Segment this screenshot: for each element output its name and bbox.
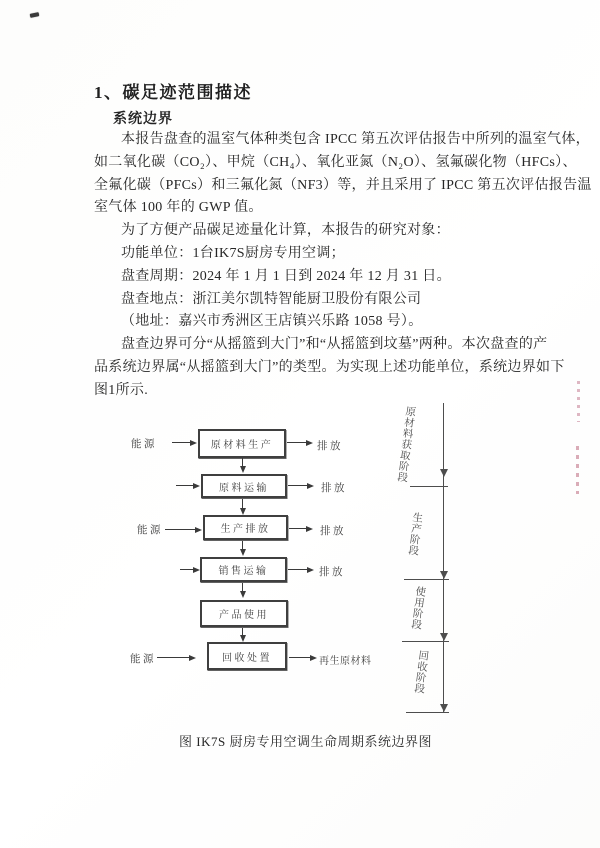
energy-input-label-3: 能源 — [130, 654, 156, 665]
body-text — [94, 129, 592, 403]
stage-axis-arrowhead-4 — [440, 704, 448, 712]
arrow-down-4 — [242, 583, 243, 591]
stage-axis-tick-3 — [402, 641, 449, 642]
arrow-emission-output-4 — [288, 569, 307, 570]
process-box-material-transport: 原料运输 — [201, 474, 287, 498]
paragraph-line: 功能单位：1台IK7S厨房专用空调； — [121, 245, 345, 261]
arrow-energy-input-3 — [165, 529, 195, 530]
paragraph-line: 本报告盘查的温室气体种类包含 IPCC 第五次评估报告中所列的温室气体， — [121, 132, 590, 147]
process-box-raw-material-production: 原材料生产 — [198, 429, 286, 458]
stage-axis-tick-2 — [404, 579, 449, 580]
arrow-down-1 — [242, 458, 243, 466]
scan-artifact-red-mark-upper — [577, 381, 580, 422]
arrow-emission-output-2 — [288, 485, 307, 486]
stage-axis-arrowhead-1 — [440, 469, 448, 477]
paragraph-line: 图1所示. — [94, 382, 148, 398]
figure-caption: 图 IK7S 厨房专用空调生命周期系统边界图 — [179, 734, 432, 749]
arrow-input-4 — [180, 569, 193, 570]
process-box-recycling-disposal: 回收处置 — [207, 642, 287, 670]
arrow-energy-input-5 — [157, 657, 189, 658]
stage-axis-arrowhead-2 — [440, 571, 448, 579]
stage-axis-line — [443, 403, 444, 712]
arrow-down-5 — [242, 628, 243, 635]
arrow-input-2 — [176, 485, 193, 486]
stage-label-production: 生产阶段 — [406, 511, 423, 557]
arrow-down-3 — [242, 541, 243, 549]
scan-artifact-corner-mark — [30, 12, 40, 18]
arrow-energy-input-1 — [172, 442, 190, 443]
paragraph-line: 如二氧化碳（CO₂）、甲烷（CH₄）、氧化亚氮（N₂O）、氢氟碳化物（HFCs）、 — [94, 154, 577, 170]
stage-axis-tick-1 — [410, 486, 448, 487]
stage-axis-arrowhead-3 — [440, 633, 448, 641]
stage-label-use: 使用阶段 — [409, 585, 426, 631]
paragraph-line: 盘查边界可分“从摇篮到大门”和“从摇篮到坟墓”两种。本次盘查的产 — [121, 337, 548, 353]
arrow-emission-output-1 — [287, 442, 306, 443]
scan-artifact-red-mark-lower — [576, 446, 579, 494]
paragraph-line: 为了方便产品碳足迹量化计算，本报告的研究对象： — [121, 223, 450, 239]
emission-label-3: 排放 — [320, 526, 346, 537]
process-box-sales-transport: 销售运输 — [200, 557, 287, 582]
section-heading: 系统边界 — [113, 112, 173, 127]
arrow-emission-output-3 — [289, 528, 306, 529]
paragraph-line: （地址：嘉兴市秀洲区王店镇兴乐路 1058 号）。 — [121, 314, 423, 330]
process-box-product-use: 产品使用 — [200, 600, 288, 627]
paragraph-line: 室气体 100 年的 GWP 值。 — [94, 200, 263, 216]
arrow-recycled-output — [289, 657, 310, 658]
paragraph-line: 全氟化碳（PFCs）和三氟化氮（NF3）等，并且采用了 IPCC 第五次评估报告温 — [94, 177, 592, 193]
paragraph-line: 品系统边界属“从摇篮到大门”的类型。为实现上述功能单位，系统边界如下 — [94, 359, 565, 375]
recycled-material-label: 再生原材料 — [319, 656, 372, 667]
emission-label-2: 排放 — [321, 483, 347, 494]
emission-label-1: 排放 — [317, 441, 343, 452]
process-box-production-emission: 生产排放 — [203, 515, 288, 540]
paragraph-line: 盘查地点：浙江美尔凯特智能厨卫股份有限公司 — [121, 291, 422, 307]
arrow-down-2 — [242, 499, 243, 508]
paragraph-line: 盘查周期：2024 年 1 月 1 日到 2024 年 12 月 31 日。 — [121, 268, 451, 284]
stage-label-raw-material-acquisition: 原材料获取阶段 — [395, 405, 416, 484]
energy-input-label-2: 能源 — [137, 525, 163, 536]
page-title: 1、碳足迹范围描述 — [94, 83, 252, 102]
stage-axis-tick-4 — [406, 712, 449, 713]
emission-label-4: 排放 — [319, 567, 345, 578]
energy-input-label-1: 能源 — [131, 439, 157, 450]
stage-label-recycling: 回收阶段 — [412, 649, 429, 695]
